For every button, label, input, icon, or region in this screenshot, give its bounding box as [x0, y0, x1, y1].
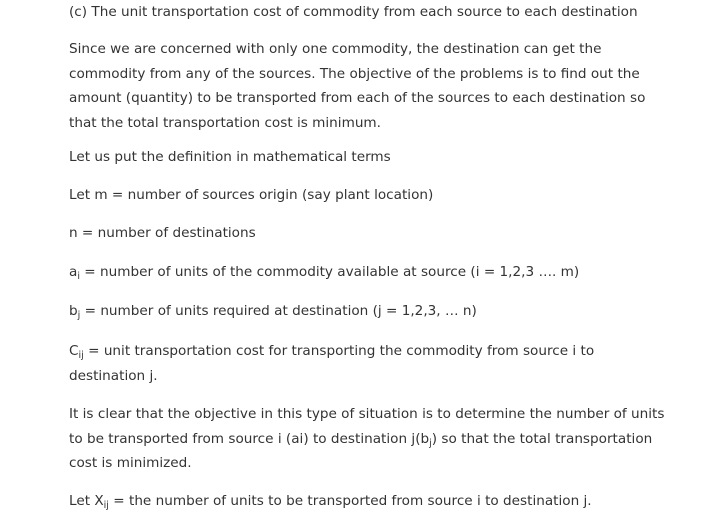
definition-b: [69, 299, 477, 324]
symbol-a: a: [69, 264, 78, 280]
definition-c-line: destination j.: [69, 367, 158, 384]
definition-c-line: [69, 339, 594, 364]
definition-x-lead: Let X: [69, 493, 104, 509]
intro-paragraph: [69, 37, 645, 135]
definition-a-text: = number of units of the commodity available at source (i = 1,2,3 …. m): [79, 264, 580, 280]
objective-line: It is clear that the objective in this type of situation is to determine the number of units: [69, 406, 665, 422]
definition-n: n = number of destinations: [69, 225, 256, 241]
definition-a: [69, 260, 579, 285]
objective-line: [69, 427, 664, 452]
definition-c: [69, 339, 594, 388]
subscript-i: i: [77, 271, 80, 282]
subscript-j: j: [77, 310, 81, 321]
intro-line: Since we are concerned with only one commodity, the destination can get the: [69, 41, 602, 57]
intro-line: that the total transportation cost is minimum.: [69, 114, 381, 131]
objective-line-text: ) so that the total transportation: [431, 430, 653, 447]
symbol-c: C: [69, 343, 79, 359]
intro-line: commodity from any of the sources. The objective of the problems is to find out the: [69, 65, 640, 82]
objective-paragraph: [69, 402, 664, 476]
objective-line-text: to be transported from source i (ai) to destination j(b: [69, 430, 430, 447]
definition-x: [69, 489, 592, 514]
subscript-j: j: [429, 437, 432, 449]
intro-line: amount (quantity) to be transported from each of the sources to each destination so: [69, 90, 646, 106]
definition-m: Let m = number of sources origin (say plant location): [69, 187, 434, 203]
condition-c-text: (c) The unit transportation cost of commodity from each source to each destination: [69, 4, 638, 20]
objective-line: cost is minimized.: [69, 455, 192, 471]
math-terms-text: Let us put the definition in mathematical terms: [69, 149, 391, 165]
definition-c-text: = unit transportation cost for transporting the commodity from source i to: [83, 343, 595, 359]
subscript-ij: ij: [78, 350, 84, 361]
definition-b-text: = number of units required at destination (j = 1,2,3, … n): [80, 303, 477, 319]
definition-x-text: = the number of units to be transported from source i to destination j.: [108, 493, 592, 509]
subscript-ij: ij: [103, 500, 109, 511]
symbol-b: b: [69, 303, 78, 319]
